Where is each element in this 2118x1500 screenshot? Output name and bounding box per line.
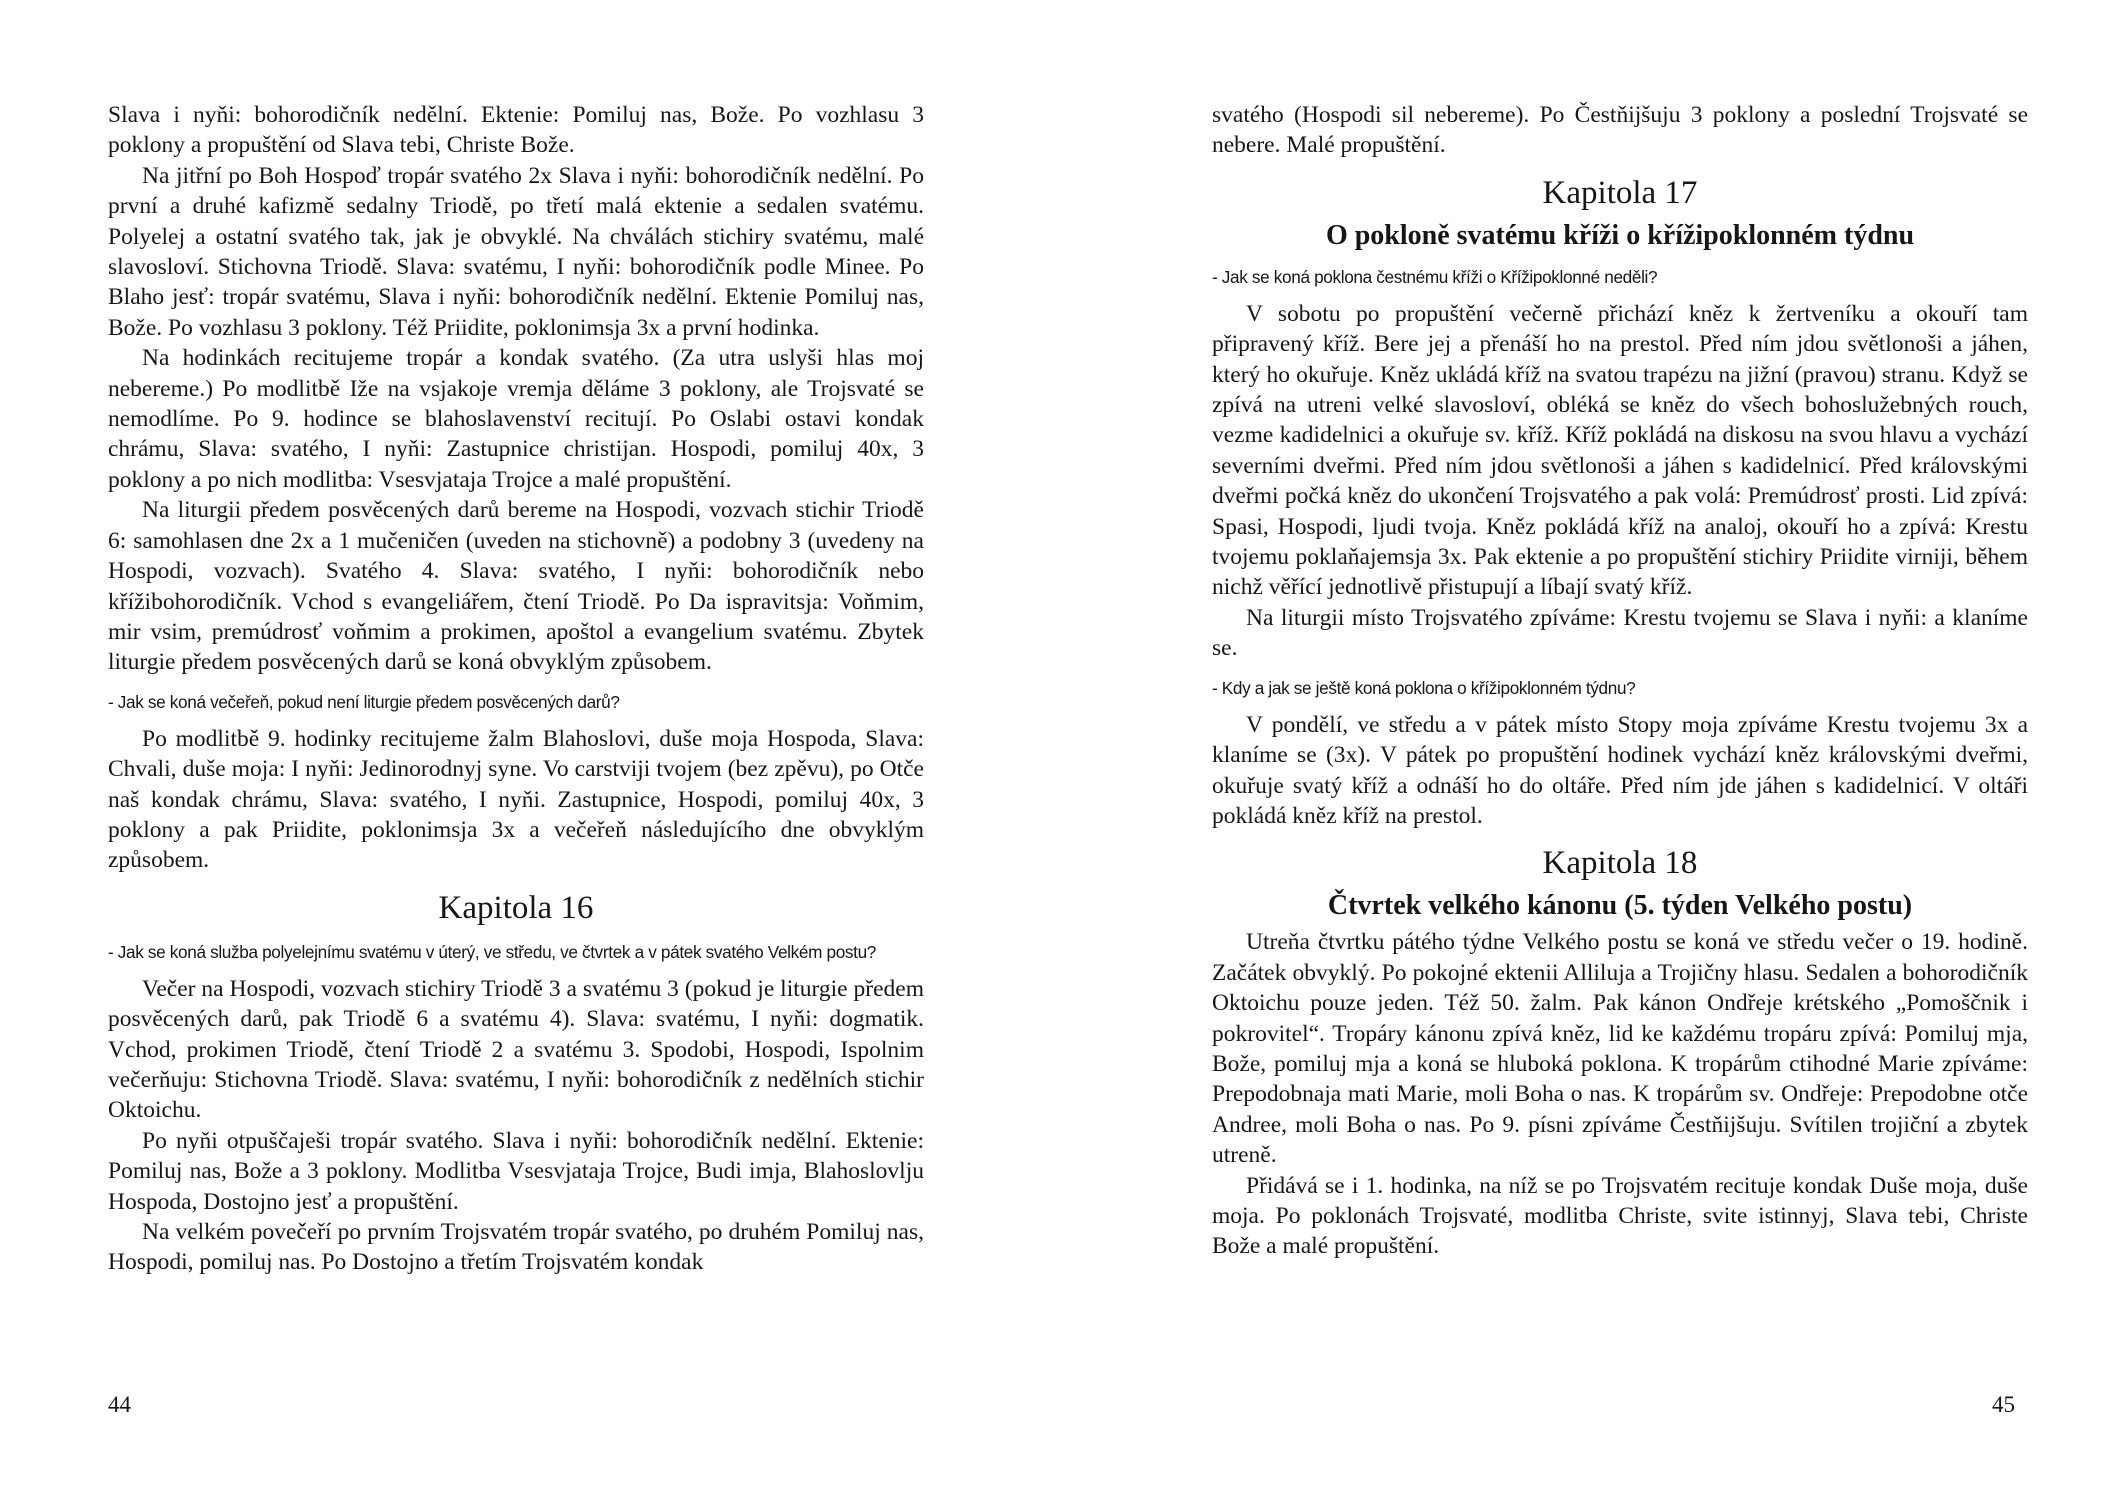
paragraph: Po modlitbě 9. hodinky recitujeme žalm Blahoslovi, duše moja Hospoda, Slava: Chvali, duše moja: I nyňi: Jedinorodnyj syne. Vo carstviji tvojem (bez zpěvu), po Otče naš kondak chrámu, Slava: svatého, I nyňi. Zastupnice, Hospodi, pomiluj 40x, 3 poklony a pak Priidite, poklonimsja 3x a večeřeň následujícího dne obvyklým způsobem. xyxy=(108,725,924,874)
paragraph: Na velkém povečeří po prvním Trojsvatém tropár svatého, po druhém Pomiluj nas, Hospodi, pomiluj nas. Po Dostojno a třetím Trojsvatém kondak xyxy=(108,1219,924,1276)
paragraph: Po nyňi otpuščaješi tropár svatého. Slava i nyňi: bohorodičník nedělní. Ektenie: Pomiluj nas, Bože a 3 poklony. Modlitba Vsesvjataja Trojce, Budi imja, Blahoslovlju Hospoda, Dostojno jesť a propuštění. xyxy=(108,1127,924,1215)
paragraph: Na jitřní po Boh Hospoď tropár svatého 2x Slava i nyňi: bohorodičník nedělní. Po první a druhé kafizmě sedalny Triodě, po třetí malá ektenie a sedalen svatému. Polyelej a ostatní svatého tak, jak je obvyklé. Na chválách stichiry svatému, malé slavosloví. Stichovna Triodě. Slava: svatému, I nyňi: bohorodičník podle Minee. Po Blaho jesť: tropár svatému, Slava i nyňi: bohorodičník nedělní. Ektenie Pomiluj nas, Bože. Po vozhlasu 3 poklony. Též Priidite, poklonimsja 3x a první hodinka. xyxy=(108,162,924,341)
chapter-heading: Kapitola 17 xyxy=(1542,174,1698,211)
paragraph: V sobotu po propuštění večerně přichází kněz k žertveníku a okouří tam připravený kříž. Bere jej a přenáší ho na prestol. Před ním jdou světlonoši a jáhen, který ho okuřuje. Kněz ukládá kříž na svatou trapézu na jižní (pravou) stranu. Když se zpívá na utreni velké slavosloví, obléká se kněz do všech bohoslužebných rouch, vezme kadidelnici a okuřuje sv. kříž. Kříž pokládá na diskosu na svou hlavu a vychází severními dveřmi. Před ním jdou světlonoši a jáhen s kadidelnicí. Před královskými dveřmi počká kněz do ukončení Trojsvatého a pak volá: Premúdrosť prosti. Lid zpívá: Spasi, Hospodi, ljudi tvoja. Kněz pokládá kříž na analoj, okouří ho a zpívá: Krestu tvojemu poklaňajemsja 3x. Pak ektenie a po propuštění stichiry Priidite virniji, během nichž věřící jednotlivě přistupují a líbají svatý kříž. xyxy=(1212,300,2028,601)
paragraph: Přidává se i 1. hodinka, na níž se po Trojsvatém recituje kondak Duše moja, duše moja. Po poklonách Trojsvaté, modlitba Christe, svite istinnyj, Slava tebi, Christe Bože a malé propuštění. xyxy=(1212,1172,2028,1260)
right-page xyxy=(1212,100,2028,1430)
paragraph: Na liturgii místo Trojsvatého zpíváme: Krestu tvojemu se Slava i nyňi: a klaníme se. xyxy=(1212,604,2028,662)
question: - Jak se koná poklona čestnému kříži o Křížipoklonné neděli? xyxy=(1212,266,1658,287)
page-number-left: 44 xyxy=(108,1392,131,1417)
page-number-right: 45 xyxy=(1992,1392,2015,1417)
question: - Kdy a jak se ještě koná poklona o křížipoklonném týdnu? xyxy=(1212,677,1636,698)
paragraph: Večer na Hospodi, vozvach stichiry Triodě 3 a svatému 3 (pokud je liturgie předem posvěcených darů, pak Triodě 6 a svatému 4). Slava: svatému, I nyňi: dogmatik. Vchod, prokimen Triodě, čtení Triodě 2 a svatému 3. Spodobi, Hospodi, Ispolnim večerňuju: Stichovna Triodě. Slava: svatému, I nyňi: bohorodičník z nedělních stichir Oktoichu. xyxy=(108,975,924,1124)
chapter-subtitle: Čtvrtek velkého kánonu (5. týden Velkého postu) xyxy=(1327,890,1913,922)
left-page xyxy=(108,100,924,1430)
paragraph: Na hodinkách recitujeme tropár a kondak svatého. (Za utra uslyši hlas moj nebereme.) Po modlitbě Iže na vsjakoje vremja děláme 3 poklony, ale Trojsvaté se nemodlíme. Po 9. hodince se blahoslavenství recitují. Po Oslabi ostavi kondak chrámu, Slava: svatého, I nyňi: Zastupnice christijan. Hospodi, pomiluj 40x, 3 poklony a po nich modlitba: Vsesvjataja Trojce a malé propuštění. xyxy=(108,345,924,493)
question: - Jak se koná služba polyelejnímu svatému v úterý, ve středu, ve čtvrtek a v pátek svatého Velkém postu? xyxy=(108,941,876,962)
chapter-heading: Kapitola 18 xyxy=(1542,845,1698,882)
paragraph: svatého (Hospodi sil nebereme). Po Čestňijšuju 3 poklony a poslední Trojsvaté se nebere. Malé propuštění. xyxy=(1212,102,2028,159)
paragraph: Utreňa čtvrtku pátého týdne Velkého postu se koná ve středu večer o 19. hodině. Začátek obvyklý. Po pokojné ektenii Alliluja a Trojičny hlasu. Sedalen a bohorodičník Oktoichu pouze jeden. Též 50. žalm. Pak kánon Ondřeje krétského „Pomoščnik i pokrovitel“. Tropáry kánonu zpívá kněz, lid ke každému tropáru zpívá: Pomiluj mja, Bože, pomiluj mja a koná se hluboká poklona. K tropárům ctihodné Marie zpíváme: Prepodobnaja mati Marie, moli Boha o nas. K tropárům sv. Ondřeje: Prepodobne otče Andree, moli Boha o nas. Po 9. písni zpíváme Čestňijšuju. Svítilen trojiční a zbytek utreně. xyxy=(1212,929,2028,1169)
paragraph: Slava i nyňi: bohorodičník nedělní. Ektenie: Pomiluj nas, Bože. Po vozhlasu 3 poklony a propuštění od Slava tebi, Christe Bože. xyxy=(108,102,924,159)
paragraph: Na liturgii předem posvěcených darů bereme na Hospodi, vozvach stichir Triodě 6: samohlasen dne 2x a 1 mučeničen (uveden na stichovně) a podobny 3 (uvedeny na Hospodi, vozvach). Svatého 4. Slava: svatého, I nyňi: bohorodičník nebo křížibohorodičník. Vchod s evangeliářem, čtení Triodě. Po Da ispravitsja: Voňmim, mir vsim, premúdrosť voňmim a prokimen, apoštol a evangelium svatému. Zbytek liturgie předem posvěcených darů se koná obvyklým způsobem. xyxy=(108,497,924,676)
question: - Jak se koná večeřeň, pokud není liturgie předem posvěcených darů? xyxy=(108,691,620,712)
paragraph: V pondělí, ve středu a v pátek místo Stopy moja zpíváme Krestu tvojemu 3x a klaníme se (3x). V pátek po propuštění hodinek vychází kněz královskými dveřmi, okuřuje svatý kříž a odnáší ho do oltáře. Před ním jde jáhen s kadidelnicí. V oltáři pokládá kněz kříž na prestol. xyxy=(1212,711,2028,829)
chapter-heading: Kapitola 16 xyxy=(438,889,594,926)
chapter-subtitle: O pokloně svatému kříži o křížipoklonném týdnu xyxy=(1325,219,1915,251)
